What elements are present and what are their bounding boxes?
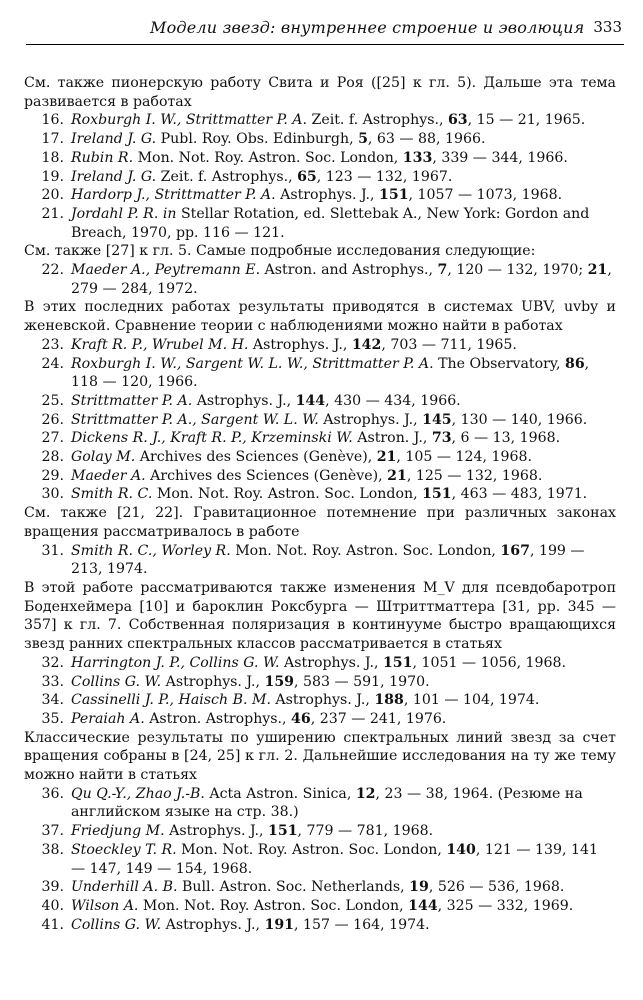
paragraph: См. также [21, 22]. Гравитационное потемнение при различных законах вращения рассматривалось в работе (24, 505, 616, 540)
ref-volume: 159 (264, 673, 295, 690)
ref-volume: 142 (351, 336, 382, 353)
ref-pages: , 101 — 104, 1974. (403, 692, 540, 709)
ref-pages: , 325 — 332, 1969. (437, 897, 574, 914)
ref-source: Bull. Astron. Soc. Netherlands, (177, 879, 410, 896)
ref-source: Astron. and Astrophys., (260, 262, 438, 279)
ref-number: 39. (41, 879, 64, 896)
page-number: 333 (593, 18, 622, 36)
ref-number: 35. (41, 710, 64, 727)
ref-authors: Jordahl P. R. in (71, 205, 177, 222)
ref-source: Stellar Rotation, ed. Slettebak A., New York: Gordon and Breach, 1970, pp. 116 — 121. (71, 205, 590, 241)
paragraph: См. также [27] к гл. 5. Самые подробные исследования следующие: (24, 243, 536, 260)
ref-pages: , 118 — 120, 1966. (71, 355, 590, 391)
ref-source: Zeit. f. Astrophys., (307, 112, 448, 129)
ref-source: Mon. Not. Roy. Astron. Soc. London, (176, 841, 447, 858)
ref-source: Astrophys. J., (275, 187, 380, 204)
ref-number: 24. (41, 355, 64, 372)
ref-pages: , 583 — 591, 1970. (294, 673, 430, 690)
ref-pages: , 1051 — 1056, 1968. (412, 654, 567, 671)
ref-authors: Kraft R. P., Wrubel M. H. (71, 336, 249, 353)
ref-volume: 140 (446, 841, 476, 858)
ref-volume: 12 (355, 785, 376, 802)
ref-pages: , 526 — 536, 1968. (428, 879, 565, 896)
ref-volume: 144 (295, 392, 326, 409)
ref-volume: 7 (437, 262, 448, 279)
ref-authors: Maeder A., Peytremann E. (71, 262, 261, 279)
ref-source: Astrophys. J., (192, 392, 296, 409)
ref-number: 23. (41, 336, 64, 353)
ref-number: 38. (41, 841, 64, 858)
ref-authors: Strittmatter P. A., Sargent W. L. W. (71, 411, 319, 428)
paragraph: В этой работе рассматриваются также изменения M_V для псевдобаротроп Боденхеймера [10] и бароклин Роксбурга — Штриттматтера [31, pp. 345 — 357] к гл. 7. Собственная поляризация в континууме быстро вращающихся звезд ранних спектральных классов рассматривается в статьях (24, 579, 616, 653)
reference-item (24, 261, 616, 298)
reference-item (24, 785, 616, 822)
ref-pages: , 6 — 13, 1968. (451, 430, 561, 447)
ref-pages: , 157 — 164, 1974. (294, 916, 430, 933)
ref-pages: , 779 — 781, 1968. (297, 823, 434, 840)
ref-number: 21. (41, 205, 64, 222)
ref-volume: 63 (447, 112, 468, 129)
ref-volume: 21 (587, 262, 608, 279)
ref-pages: , 703 — 711, 1965. (381, 336, 517, 353)
ref-pages: , 199 — 213, 1974. (71, 542, 585, 578)
ref-source: Astrophys. J., (161, 673, 265, 690)
reference-item (24, 392, 616, 411)
ref-source: Astron. J., (352, 430, 432, 447)
ref-authors: Cassinelli J. P., Haisch B. M. (71, 692, 271, 709)
ref-authors: Maeder A. (71, 467, 146, 484)
paragraph: Классические результаты по уширению спектральных линий звезд за счет вращения собраны в [24, 25] к гл. 2. Дальнейшие исследования на ту же тему можно найти в статьях (24, 729, 616, 784)
reference-item (24, 168, 616, 187)
reference-item (24, 130, 616, 149)
page-header (26, 14, 624, 45)
ref-volume: 144 (408, 897, 438, 914)
ref-volume: 21 (376, 449, 397, 466)
ref-volume: 133 (402, 149, 433, 166)
ref-source: Acta Astron. Sinica, (204, 785, 356, 802)
ref-volume: 5 (358, 131, 368, 148)
ref-volume: 21 (387, 467, 407, 484)
reference-item (24, 205, 616, 242)
ref-authors: Strittmatter P. A. (71, 392, 193, 409)
ref-pages: , 120 — 132, 1970; (447, 262, 588, 279)
ref-volume: 188 (374, 692, 404, 709)
ref-number: 29. (41, 467, 64, 484)
reference-item (24, 336, 616, 355)
reference-item (24, 448, 616, 467)
ref-volume: 46 (291, 710, 311, 727)
reference-item (24, 467, 616, 486)
ref-authors: Hardorp J., Strittmatter P. A. (71, 187, 276, 204)
ref-pages: , 121 — 139, 141 — 147, 149 — 154, 1968. (71, 841, 598, 877)
ref-pages: , 463 — 483, 1971. (451, 486, 588, 503)
ref-number: 28. (41, 449, 64, 466)
reference-item (24, 654, 616, 673)
ref-pages: , 23 — 38, 1964. (Резюме на английском языке на стр. 38.) (71, 785, 583, 821)
reference-item (24, 355, 616, 392)
ref-source: Astrophys. J., (279, 654, 383, 671)
ref-pages: , 130 — 140, 1966. (451, 411, 588, 428)
ref-source: Mon. Not. Roy. Astron. Soc. London, (138, 897, 409, 914)
ref-number: 36. (41, 785, 64, 802)
reference-item (24, 149, 616, 168)
ref-authors: Ireland J. G. (71, 131, 157, 148)
reference-item (24, 841, 616, 878)
ref-source: The Observatory, (433, 355, 565, 372)
reference-item (24, 673, 616, 692)
ref-volume: 151 (422, 486, 452, 503)
ref-source: Astrophys. J., (164, 823, 269, 840)
ref-volume: 151 (382, 654, 413, 671)
ref-pages: , 123 — 132, 1967. (316, 168, 453, 185)
ref-authors: Golay M. (71, 449, 136, 466)
ref-authors: Dickens R. J., Kraft R. P., Krzeminski W. (71, 430, 353, 447)
ref-source: Astrophys. J., (161, 916, 265, 933)
ref-number: 19. (41, 168, 64, 185)
ref-source: Astrophys. J., (270, 692, 375, 709)
ref-authors: Stoeckley T. R. (71, 841, 177, 858)
reference-item (24, 822, 616, 841)
ref-source: Archives des Sciences (Genève), (145, 467, 388, 484)
ref-volume: 145 (422, 411, 452, 428)
reference-item (24, 111, 616, 130)
ref-number: 41. (41, 916, 64, 933)
ref-volume: 151 (268, 823, 298, 840)
ref-number: 34. (41, 692, 64, 709)
ref-pages: , 279 — 284, 1972. (71, 262, 612, 297)
ref-pages: , 339 — 344, 1966. (432, 149, 568, 166)
ref-pages: , 125 — 132, 1968. (406, 467, 543, 484)
reference-item (24, 186, 616, 205)
ref-pages: , 430 — 434, 1966. (325, 392, 461, 409)
ref-source: Astrophys. J., (318, 411, 423, 428)
ref-number: 32. (41, 654, 64, 671)
reference-item (24, 411, 616, 430)
ref-authors: Qu Q.-Y., Zhao J.-B. (71, 785, 205, 802)
running-title: Модели звезд: внутреннее строение и эволюция (150, 18, 585, 37)
ref-volume: 65 (297, 168, 317, 185)
ref-authors: Collins G. W. (71, 916, 162, 933)
ref-authors: Smith R. C., Worley R. (71, 542, 231, 559)
ref-pages: , 105 — 124, 1968. (396, 449, 532, 466)
reference-item (24, 878, 616, 897)
ref-number: 18. (41, 149, 64, 166)
ref-authors: Roxburgh I. W., Strittmatter P. A. (71, 112, 308, 129)
ref-number: 22. (41, 262, 64, 279)
ref-authors: Smith R. C. (71, 486, 153, 503)
ref-source: Zeit. f. Astrophys., (156, 168, 298, 185)
ref-source: Publ. Roy. Obs. Edinburgh, (156, 131, 359, 148)
ref-number: 27. (41, 430, 64, 447)
ref-source: Astrophys. J., (248, 336, 352, 353)
ref-source: Archives des Sciences (Genève), (135, 449, 377, 466)
ref-source: Mon. Not. Roy. Astron. Soc. London, (152, 486, 423, 503)
ref-volume: 73 (431, 430, 452, 447)
ref-number: 31. (41, 542, 64, 559)
ref-authors: Collins G. W. (71, 673, 162, 690)
ref-number: 20. (41, 187, 64, 204)
ref-number: 17. (41, 131, 64, 148)
ref-authors: Harrington J. P., Collins G. W. (71, 654, 280, 671)
ref-pages: , 63 — 88, 1966. (367, 131, 486, 148)
ref-number: 25. (41, 392, 64, 409)
reference-item (24, 710, 616, 729)
ref-volume: 86 (564, 355, 585, 372)
ref-number: 37. (41, 823, 64, 840)
ref-authors: Roxburgh I. W., Sargent W. L. W., Strittmatter P. A. (71, 355, 434, 372)
reference-item (24, 542, 616, 579)
ref-pages: , 15 — 21, 1965. (467, 112, 586, 129)
ref-pages: , 1057 — 1073, 1968. (408, 187, 563, 204)
ref-authors: Underhill A. B. (71, 879, 178, 896)
ref-volume: 191 (264, 916, 295, 933)
ref-source: Astron. Astrophys., (144, 710, 292, 727)
ref-authors: Peraiah A. (71, 710, 145, 727)
ref-authors: Ireland J. G. (71, 168, 157, 185)
paragraph: В этих последних работах результаты приводятся в системах UBV, uvby и женевской. Сравнение теории с наблюдениями можно найти в работах (24, 299, 616, 335)
ref-volume: 151 (379, 187, 409, 204)
ref-number: 26. (41, 411, 64, 428)
ref-authors: Wilson A. (71, 897, 139, 914)
references-body (24, 74, 616, 934)
ref-authors: Rubin R. (71, 149, 134, 166)
ref-number: 33. (41, 673, 64, 690)
ref-volume: 167 (500, 542, 530, 559)
reference-item (24, 429, 616, 448)
reference-item (24, 485, 616, 504)
paragraph: См. также пионерскую работу Свита и Роя ([25] к гл. 5). Дальше эта тема развивается в работах (24, 75, 616, 110)
ref-source: Mon. Not. Roy. Astron. Soc. London, (230, 542, 501, 559)
ref-source: Mon. Not. Roy. Astron. Soc. London, (133, 149, 403, 166)
ref-pages: , 237 — 241, 1976. (310, 710, 447, 727)
reference-item (24, 897, 616, 916)
ref-authors: Friedjung M. (71, 823, 165, 840)
ref-number: 30. (41, 486, 64, 503)
reference-item (24, 916, 616, 935)
reference-item (24, 691, 616, 710)
ref-volume: 19 (409, 879, 429, 896)
ref-number: 16. (41, 112, 64, 129)
ref-number: 40. (41, 897, 64, 914)
